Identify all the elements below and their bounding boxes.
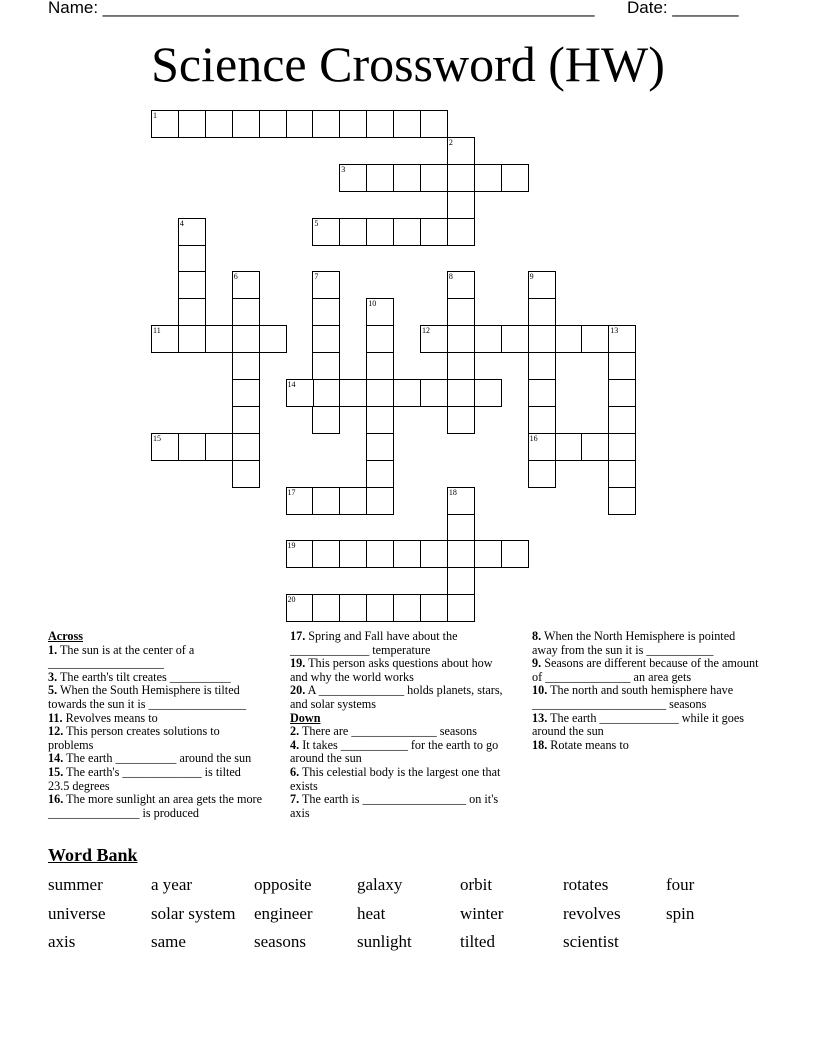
clue-down-9: 9. Seasons are different because of the amount of ______________ an area gets	[532, 656, 759, 684]
crossword-cell[interactable]	[447, 191, 475, 219]
crossword-cell[interactable]	[608, 406, 636, 434]
word-bank-word: orbit	[460, 875, 493, 894]
crossword-cell[interactable]	[528, 271, 556, 299]
crossword-cell[interactable]	[366, 460, 394, 488]
word-bank-word: spin	[666, 904, 695, 923]
crossword-cell[interactable]	[447, 487, 475, 515]
crossword-cell[interactable]	[447, 594, 475, 622]
word-bank-word: heat	[357, 904, 386, 923]
clue-number: 14	[287, 380, 296, 389]
crossword-cell[interactable]	[501, 325, 529, 353]
crossword-cell[interactable]	[447, 352, 475, 380]
crossword-cell[interactable]	[286, 110, 314, 138]
crossword-cell[interactable]	[528, 406, 556, 434]
crossword-cell[interactable]	[339, 110, 367, 138]
clue-down-10: 10. The north and south hemisphere have ______________________ seasons	[532, 683, 734, 711]
clue-across-1: 1. The sun is at the center of a ___________________	[48, 642, 195, 671]
word-bank-word: sunlight	[357, 932, 412, 951]
crossword-cell[interactable]	[339, 594, 367, 622]
crossword-cell[interactable]	[178, 433, 206, 461]
crossword-cell[interactable]	[447, 406, 475, 434]
word-bank-word: universe	[48, 904, 106, 923]
crossword-cell[interactable]	[232, 110, 260, 138]
crossword-cell[interactable]	[393, 540, 421, 568]
clue-number: 16	[529, 433, 538, 443]
clue-across-15: 15. The earth's _____________ is tilted 23.5 degrees	[48, 764, 241, 793]
crossword-cell[interactable]	[447, 567, 475, 595]
clue-down-6: 6. This celestial body is the largest one that exists	[290, 764, 501, 793]
crossword-cell[interactable]	[178, 110, 206, 138]
crossword-cell[interactable]	[420, 594, 448, 622]
word-bank-word: same	[151, 932, 186, 951]
crossword-cell[interactable]	[205, 110, 233, 138]
word-bank-word: tilted	[460, 932, 495, 951]
clue-down-18: 18. Rotate means to	[532, 737, 629, 752]
clues-column-3	[532, 630, 760, 752]
clue-down-7: 7. The earth is _________________ on it's axis	[290, 792, 499, 820]
crossword-cell[interactable]	[447, 137, 475, 165]
clue-down-13: 13. The earth _____________ while it goes around the sun	[532, 710, 745, 739]
crossword-cell[interactable]	[474, 164, 502, 192]
clue-number: 5	[314, 218, 319, 228]
word-bank-word: revolves	[563, 904, 621, 923]
clue-down-4: 4. It takes ___________ for the earth to go around the sun	[290, 737, 499, 766]
crossword-cell[interactable]	[205, 325, 233, 353]
crossword-cell[interactable]	[447, 271, 475, 299]
crossword-cell[interactable]	[339, 487, 367, 515]
clue-across-14: 14. The earth __________ around the sun	[48, 751, 252, 766]
crossword-cell[interactable]	[151, 110, 179, 138]
crossword-cell[interactable]	[528, 460, 556, 488]
word-bank-word: solar system	[151, 904, 236, 923]
crossword-cell[interactable]	[366, 433, 394, 461]
crossword-cell[interactable]	[312, 218, 340, 246]
clue-number: 11	[153, 326, 161, 336]
crossword-cell[interactable]	[232, 325, 260, 353]
crossword-cell[interactable]	[259, 110, 287, 138]
crossword-cell[interactable]	[178, 218, 206, 246]
clue-across-11: 11. Revolves means to	[48, 710, 158, 725]
crossword-cell[interactable]	[232, 271, 260, 299]
word-bank-word: galaxy	[357, 875, 403, 894]
clue-number: 1	[153, 111, 157, 120]
crossword-cell[interactable]	[366, 325, 394, 353]
crossword-cell[interactable]	[232, 433, 260, 461]
crossword-cell[interactable]	[286, 540, 314, 568]
page-title: Science Crossword (HW)	[151, 36, 665, 92]
crossword-cell[interactable]	[259, 325, 287, 353]
word-bank-word: opposite	[254, 875, 312, 894]
crossword-cell[interactable]	[528, 298, 556, 326]
clue-number: 4	[179, 218, 184, 228]
clue-number: 20	[287, 595, 296, 605]
across-heading: Across	[48, 629, 83, 643]
crossword-cell[interactable]	[474, 325, 502, 353]
clue-across-20: 20. A ______________ holds planets, stars, and solar systems	[290, 683, 503, 711]
crossword-cell[interactable]	[339, 379, 367, 407]
crossword-cell[interactable]	[581, 433, 609, 461]
clue-number: 19	[287, 541, 296, 551]
crossword-cell[interactable]	[232, 352, 260, 380]
crossword-cell[interactable]	[312, 298, 340, 326]
crossword-cell[interactable]	[366, 110, 394, 138]
crossword-cell[interactable]	[366, 218, 394, 246]
crossword-cell[interactable]	[581, 325, 609, 353]
word-bank-word: a year	[151, 875, 193, 894]
crossword-cell[interactable]	[447, 379, 475, 407]
name-field[interactable]: Name: ____________________________________________________	[48, 0, 595, 17]
crossword-cell[interactable]	[178, 325, 206, 353]
crossword-cell[interactable]	[366, 298, 394, 326]
crossword-cell[interactable]	[393, 379, 421, 407]
word-bank-word: engineer	[254, 904, 313, 923]
clue-across-5: 5. When the South Hemisphere is tilted towards the sun it is ________________	[48, 683, 247, 711]
clue-number: 8	[448, 272, 453, 282]
crossword-cell[interactable]	[447, 164, 475, 192]
crossword-cell[interactable]	[528, 379, 556, 407]
crossword-cell[interactable]	[366, 406, 394, 434]
clue-across-3: 3. The earth's tilt creates __________	[48, 669, 231, 684]
crossword-cell[interactable]	[528, 433, 556, 461]
clue-number: 13	[610, 326, 619, 336]
word-bank-word: four	[666, 875, 695, 894]
word-bank-word: seasons	[254, 932, 306, 951]
crossword-cell[interactable]	[420, 218, 448, 246]
crossword-cell[interactable]	[366, 540, 394, 568]
crossword-cell[interactable]	[339, 164, 367, 192]
clue-number: 9	[529, 272, 534, 282]
crossword-cell[interactable]	[232, 406, 260, 434]
crossword-cell[interactable]	[339, 218, 367, 246]
crossword-cell[interactable]	[312, 487, 340, 515]
crossword-cell[interactable]	[474, 540, 502, 568]
crossword-cell[interactable]	[393, 164, 421, 192]
crossword-cell[interactable]	[447, 218, 475, 246]
crossword-cell[interactable]	[366, 487, 394, 515]
crossword-cell[interactable]	[366, 164, 394, 192]
crossword-cell[interactable]	[608, 487, 636, 515]
crossword-cell[interactable]	[608, 379, 636, 407]
crossword-cell[interactable]	[447, 540, 475, 568]
crossword-cell[interactable]	[312, 540, 340, 568]
crossword-cell[interactable]	[232, 460, 260, 488]
clues-column-2	[290, 630, 508, 820]
crossword-cell[interactable]	[312, 594, 340, 622]
crossword-cell[interactable]	[312, 406, 340, 434]
crossword-cell[interactable]	[366, 379, 394, 407]
crossword-cell[interactable]	[555, 433, 583, 461]
crossword-cell[interactable]	[420, 379, 448, 407]
crossword-cell[interactable]	[608, 325, 636, 353]
crossword-cell[interactable]	[366, 352, 394, 380]
crossword-cell[interactable]	[420, 325, 448, 353]
crossword-cell[interactable]	[420, 540, 448, 568]
crossword-cell[interactable]	[608, 460, 636, 488]
crossword-cell[interactable]	[339, 540, 367, 568]
crossword-cell[interactable]	[286, 594, 314, 622]
crossword-cell[interactable]	[393, 594, 421, 622]
clue-across-19: 19. This person asks questions about how and why the world works	[290, 656, 493, 684]
crossword-cell[interactable]	[447, 298, 475, 326]
crossword-cell[interactable]	[474, 379, 502, 407]
crossword-cell[interactable]	[286, 379, 314, 407]
word-bank-word: summer	[48, 875, 103, 894]
crossword-cell[interactable]	[232, 298, 260, 326]
clue-number: 18	[448, 487, 457, 497]
clues-column-1	[48, 630, 264, 820]
crossword-cell[interactable]	[286, 487, 314, 515]
crossword-cell[interactable]	[178, 245, 206, 273]
crossword-cell[interactable]	[312, 110, 340, 138]
crossword-cell[interactable]	[447, 514, 475, 542]
crossword-cell[interactable]	[501, 540, 529, 568]
clue-down-8: 8. When the North Hemisphere is pointed away from the sun it is ___________	[532, 629, 736, 657]
word-bank-title: Word Bank	[48, 845, 138, 865]
clue-number: 10	[368, 299, 377, 309]
crossword-cell[interactable]	[393, 110, 421, 138]
clue-down-2: 2. There are ______________ seasons	[290, 724, 477, 739]
clue-across-12: 12. This person creates solutions to problems	[48, 724, 220, 752]
crossword-cell[interactable]	[151, 433, 179, 461]
clue-across-17: 17. Spring and Fall have about the _____________ temperature	[290, 629, 458, 657]
crossword-cell[interactable]	[178, 271, 206, 299]
crossword-cell[interactable]	[555, 325, 583, 353]
crossword-cell[interactable]	[178, 298, 206, 326]
clue-number: 17	[287, 487, 296, 497]
clue-number: 6	[233, 272, 238, 282]
clue-number: 3	[341, 164, 346, 174]
clue-number: 12	[422, 326, 430, 336]
crossword-cell[interactable]	[366, 594, 394, 622]
crossword-cell[interactable]	[312, 379, 340, 407]
crossword-cell[interactable]	[151, 325, 179, 353]
word-bank-word: axis	[48, 932, 76, 951]
crossword-cell[interactable]	[312, 352, 340, 380]
crossword-cell[interactable]	[205, 433, 233, 461]
crossword-cell[interactable]	[420, 164, 448, 192]
crossword-cell[interactable]	[420, 110, 448, 138]
crossword-cell[interactable]	[312, 271, 340, 299]
crossword-cell[interactable]	[447, 325, 475, 353]
clue-number: 7	[314, 272, 319, 282]
crossword-cell[interactable]	[608, 433, 636, 461]
word-bank-word: rotates	[563, 875, 609, 894]
down-heading: Down	[290, 710, 321, 725]
word-bank-word: scientist	[563, 932, 619, 951]
crossword-cell[interactable]	[501, 164, 529, 192]
word-bank-word: winter	[460, 904, 504, 923]
crossword-cell[interactable]	[312, 325, 340, 353]
crossword-cell[interactable]	[528, 325, 556, 353]
crossword-cell[interactable]	[393, 218, 421, 246]
crossword-cell[interactable]	[608, 352, 636, 380]
clue-number: 2	[448, 137, 453, 147]
crossword-cell[interactable]	[528, 352, 556, 380]
crossword-cell[interactable]	[232, 379, 260, 407]
clue-across-16: 16. The more sunlight an area gets the more _______________ is produced	[48, 792, 263, 820]
clue-number: 15	[153, 433, 161, 443]
date-field[interactable]: Date: _______	[627, 0, 739, 17]
